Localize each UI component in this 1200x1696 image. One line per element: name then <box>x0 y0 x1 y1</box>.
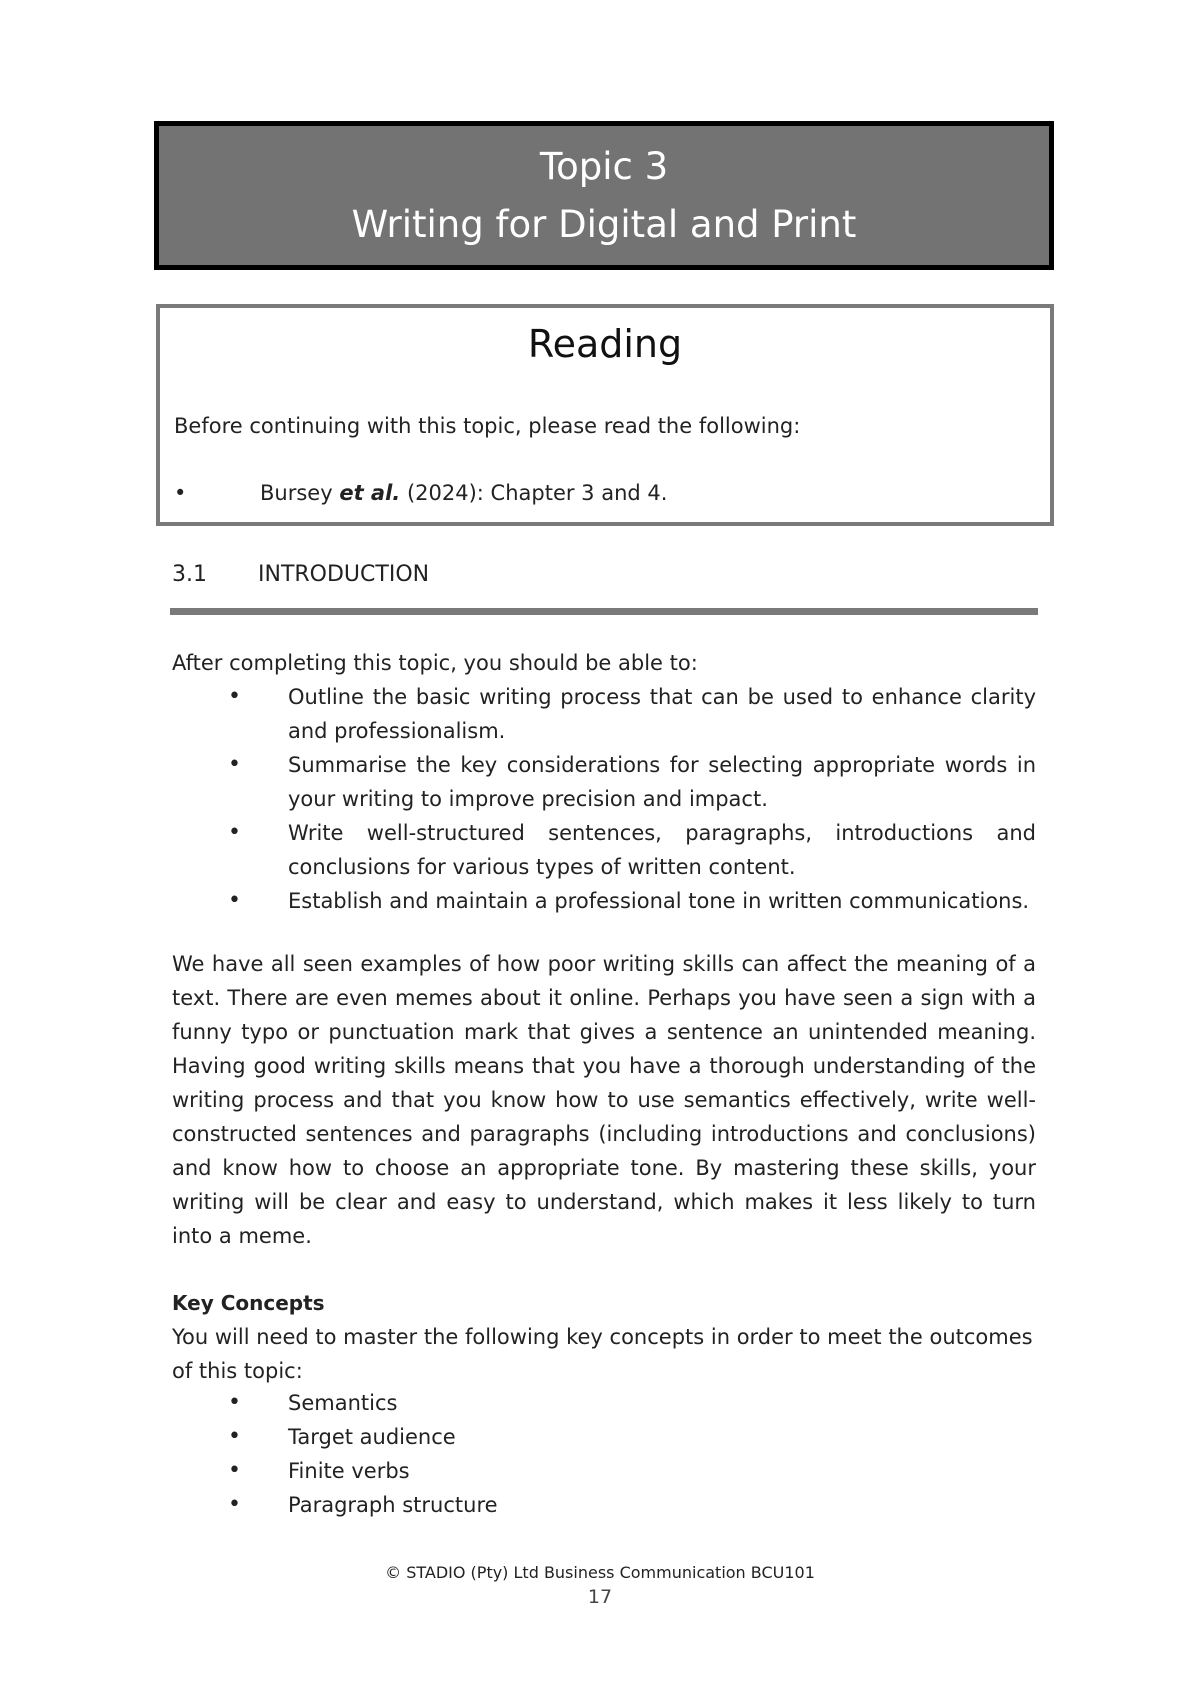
list-item: • Summarise the key considerations for selecting appropriate words in your writing to improve precision and impact. <box>172 748 1036 816</box>
topic-banner <box>154 121 1054 270</box>
list-item: • Target audience <box>172 1420 1036 1454</box>
page-footer: © STADIO (Pty) Ltd Business Communication BCU101 <box>385 1563 815 1582</box>
list-item: • Outline the basic writing process that can be used to enhance clarity and professionalism. <box>172 680 1036 748</box>
section-title: INTRODUCTION <box>258 562 430 587</box>
reading-intro: Before continuing with this topic, please read the following: <box>174 414 801 438</box>
list-item: • Semantics <box>172 1386 1036 1420</box>
outcomes-list <box>172 680 1036 918</box>
outcomes-lead: After completing this topic, you should be able to: <box>172 651 698 675</box>
reading-reference <box>260 481 667 505</box>
topic-number: Topic 3 <box>539 144 669 188</box>
list-item: • Paragraph structure <box>172 1488 1036 1522</box>
key-concepts-list <box>172 1386 1036 1522</box>
list-item: • Write well-structured sentences, paragraphs, introductions and conclusions for various types of written content. <box>172 816 1036 884</box>
key-concepts-intro: You will need to master the following key concepts in order to meet the outcomes of this topic: <box>172 1325 1033 1383</box>
page-number: 17 <box>587 1586 613 1608</box>
reading-chapters: (2024): Chapter 3 and 4. <box>400 481 668 505</box>
list-item: • Establish and maintain a professional tone in written communications. <box>172 884 1036 918</box>
list-item: • Finite verbs <box>172 1454 1036 1488</box>
reading-author: Bursey <box>260 481 340 505</box>
intro-paragraph: We have all seen examples of how poor writing skills can affect the meaning of a text. There are even memes about it online. Perhaps you have seen a sign with a funny typo or punctuation mark that gives a sentence an unintended meaning. Having good writing skills means that you have a thorough understanding of the writing process and that you know how to use semantics effectively, write well-constructed sentences and paragraphs (including introductions and conclusions) and know how to choose an appropriate tone. By mastering these skills, your writing will be clear and easy to understand, which makes it less likely to turn into a meme. <box>172 952 1036 1248</box>
key-concepts-heading: Key Concepts <box>172 1291 325 1315</box>
topic-title: Writing for Digital and Print <box>351 202 857 246</box>
reading-title: Reading <box>527 322 683 366</box>
reading-box <box>156 304 1054 526</box>
bullet-icon: • <box>174 481 187 505</box>
section-divider <box>170 608 1038 615</box>
reading-etal: et al. <box>339 481 401 505</box>
section-number: 3.1 <box>172 562 207 587</box>
